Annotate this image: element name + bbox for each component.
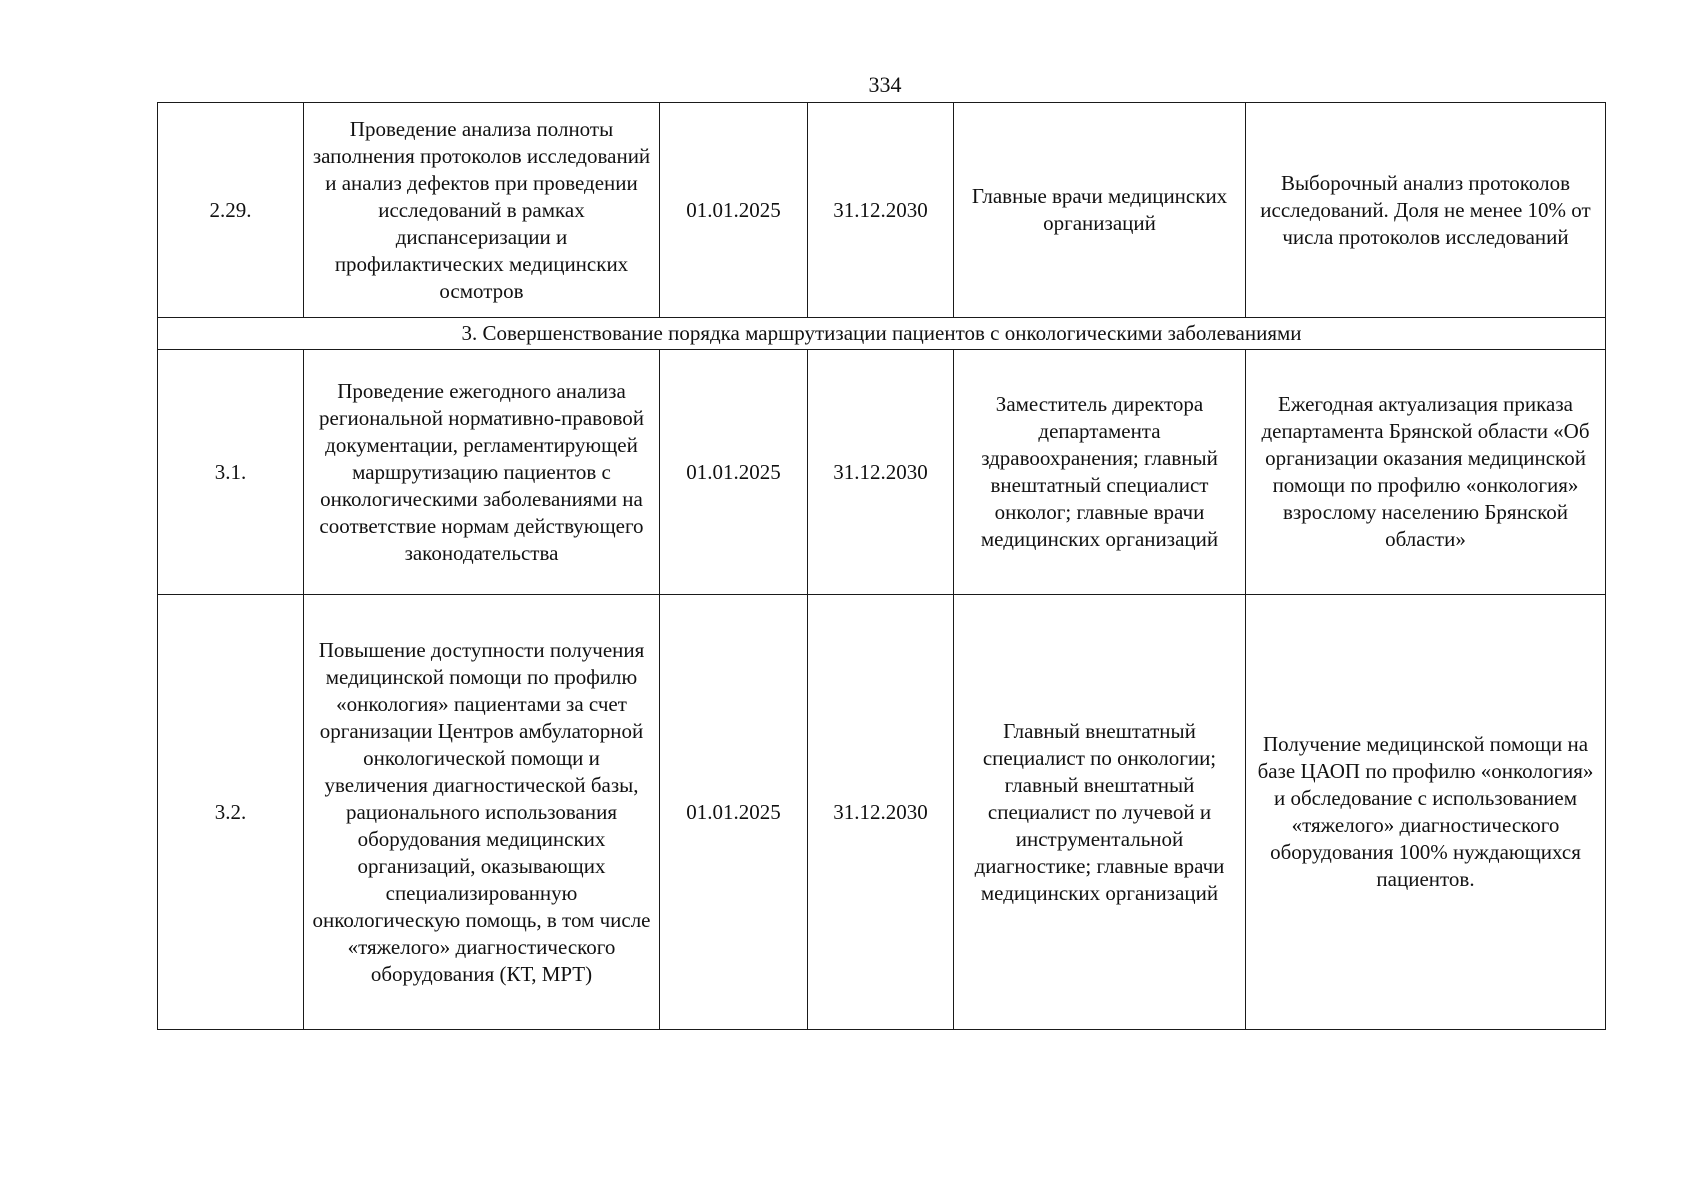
table-row <box>158 350 1606 595</box>
table-row <box>158 595 1606 1030</box>
end-date-cell: 31.12.2030 <box>808 595 954 1030</box>
end-date-cell: 31.12.2030 <box>808 350 954 595</box>
page-number: 334 <box>868 72 902 97</box>
responsible-cell: Главные врачи медицинских организаций <box>954 103 1246 318</box>
activity-cell: Проведение анализа полноты заполнения протоколов исследований и анализ дефектов при проведении исследований в рамках диспансеризации и профилактических медицинских осмотров <box>304 103 660 318</box>
activity-cell: Повышение доступности получения медицинской помощи по профилю «онкология» пациентами за счет организации Центров амбулаторной онкологической помощи и увеличения диагностической базы, рационального использования оборудования медицинских организаций, оказывающих специализированную онкологическую помощь, в том числе «тяжелого» диагностического оборудования (КТ, МРТ) <box>304 595 660 1030</box>
result-cell: Выборочный анализ протоколов исследований. Доля не менее 10% от числа протоколов исследований <box>1246 103 1606 318</box>
section-title: 3. Совершенствование порядка маршрутизации пациентов с онкологическими заболеваниями <box>158 318 1606 350</box>
table-row <box>158 103 1606 318</box>
activity-cell: Проведение ежегодного анализа региональной нормативно-правовой документации, регламентирующей маршрутизацию пациентов с онкологическими заболеваниями на соответствие нормам действующего законодательства <box>304 350 660 595</box>
result-cell: Получение медицинской помощи на базе ЦАОП по профилю «онкология» и обследование с использованием «тяжелого» диагностического оборудования 100% нуждающихся пациентов. <box>1246 595 1606 1030</box>
responsible-cell: Главный внештатный специалист по онкологии; главный внештатный специалист по лучевой и инструментальной диагностике; главные врачи медицинских организаций <box>954 595 1246 1030</box>
row-number: 2.29. <box>158 103 304 318</box>
row-number: 3.1. <box>158 350 304 595</box>
section-header-row <box>158 318 1606 350</box>
result-cell: Ежегодная актуализация приказа департамента Брянской области «Об организации оказания медицинской помощи по профилю «онкология» взрослому населению Брянской области» <box>1246 350 1606 595</box>
activities-table <box>157 102 1606 1030</box>
start-date-cell: 01.01.2025 <box>660 595 808 1030</box>
row-number: 3.2. <box>158 595 304 1030</box>
start-date-cell: 01.01.2025 <box>660 350 808 595</box>
end-date-cell: 31.12.2030 <box>808 103 954 318</box>
start-date-cell: 01.01.2025 <box>660 103 808 318</box>
responsible-cell: Заместитель директора департамента здравоохранения; главный внештатный специалист онколог; главные врачи медицинских организаций <box>954 350 1246 595</box>
